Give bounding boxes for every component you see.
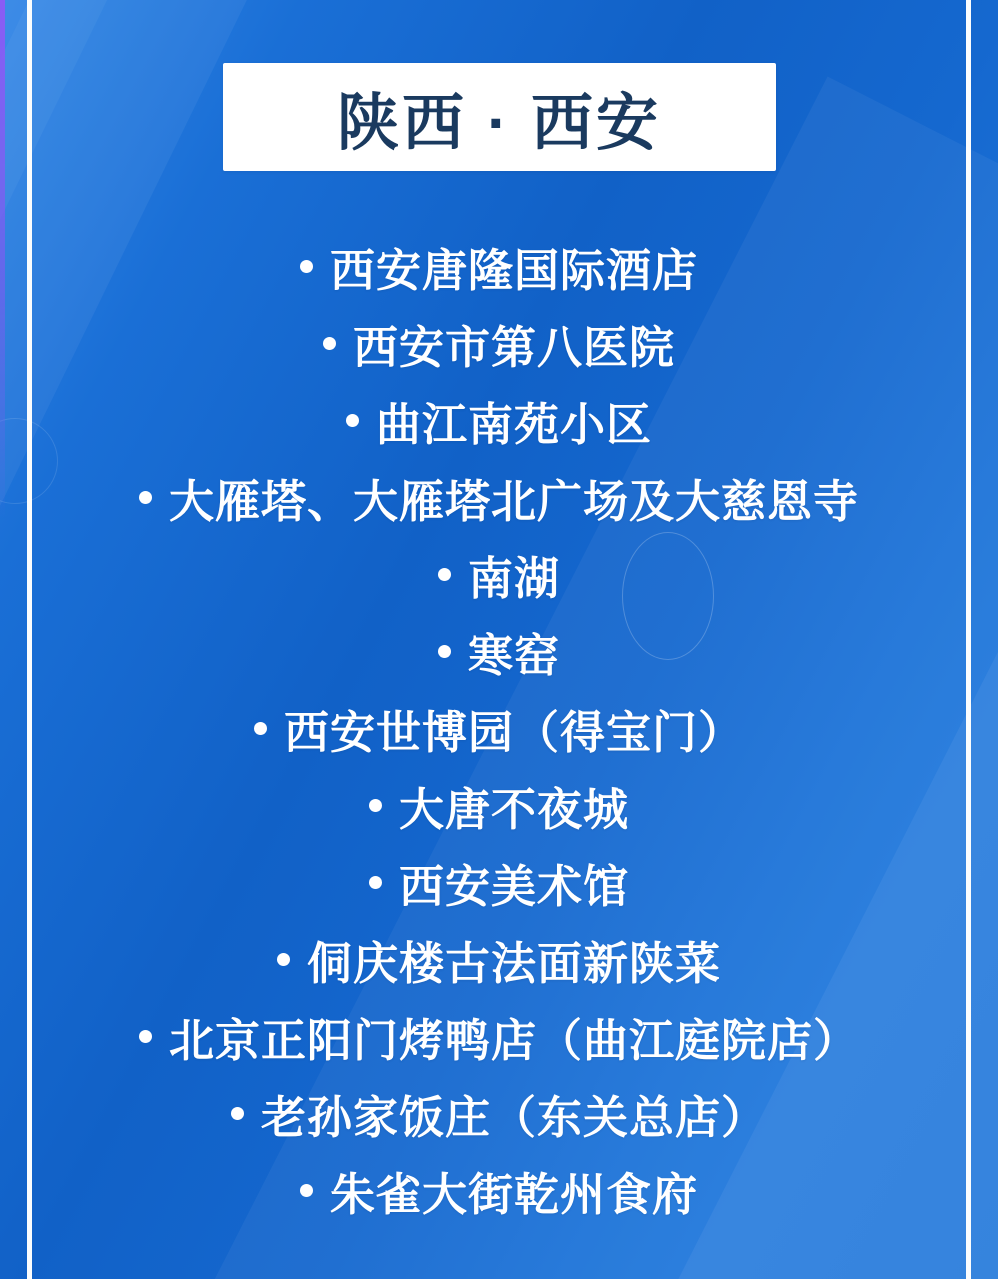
location-name: 侗庆楼古法面新陕菜 xyxy=(306,938,721,989)
list-item xyxy=(32,998,966,1075)
list-item xyxy=(32,1152,966,1229)
location-name: 南湖 xyxy=(467,553,560,604)
list-item xyxy=(32,536,966,613)
bullet-dot-icon xyxy=(300,260,313,273)
bullet-dot-icon xyxy=(323,337,336,350)
bullet-dot-icon xyxy=(438,568,451,581)
bullet-dot-icon xyxy=(346,414,359,427)
region-title-box xyxy=(223,63,776,171)
location-name: 西安唐隆国际酒店 xyxy=(329,245,698,296)
location-name: 曲江南苑小区 xyxy=(375,399,652,450)
bullet-dot-icon xyxy=(438,645,451,658)
location-name: 北京正阳门烤鸭店（曲江庭院店） xyxy=(168,1015,859,1066)
list-item xyxy=(32,1075,966,1152)
list-item xyxy=(32,459,966,536)
list-item xyxy=(32,690,966,767)
bullet-dot-icon xyxy=(369,876,382,889)
location-name: 老孙家饭庄（东关总店） xyxy=(260,1092,767,1143)
bullet-dot-icon xyxy=(254,722,267,735)
location-name: 寒窑 xyxy=(467,630,560,681)
right-divider-line xyxy=(966,0,971,1279)
location-name: 西安世博园（得宝门） xyxy=(283,707,744,758)
location-name: 大唐不夜城 xyxy=(398,784,629,835)
location-name: 朱雀大街乾州食府 xyxy=(329,1169,698,1220)
location-name: 西安市第八医院 xyxy=(352,322,675,373)
bullet-dot-icon xyxy=(231,1107,244,1120)
list-item xyxy=(32,921,966,998)
bullet-dot-icon xyxy=(369,799,382,812)
location-name: 大雁塔、大雁塔北广场及大慈恩寺 xyxy=(168,476,859,527)
bullet-dot-icon xyxy=(139,1030,152,1043)
purple-accent-strip xyxy=(0,0,5,520)
list-item xyxy=(32,305,966,382)
bullet-dot-icon xyxy=(300,1184,313,1197)
list-item xyxy=(32,382,966,459)
list-item xyxy=(32,228,966,305)
region-title: 陕西 · 西安 xyxy=(336,88,662,158)
bullet-dot-icon xyxy=(139,491,152,504)
bullet-dot-icon xyxy=(277,953,290,966)
list-item xyxy=(32,613,966,690)
location-name: 西安美术馆 xyxy=(398,861,629,912)
poster-content xyxy=(32,0,966,1279)
list-item xyxy=(32,844,966,921)
location-list xyxy=(32,228,966,1229)
list-item xyxy=(32,767,966,844)
